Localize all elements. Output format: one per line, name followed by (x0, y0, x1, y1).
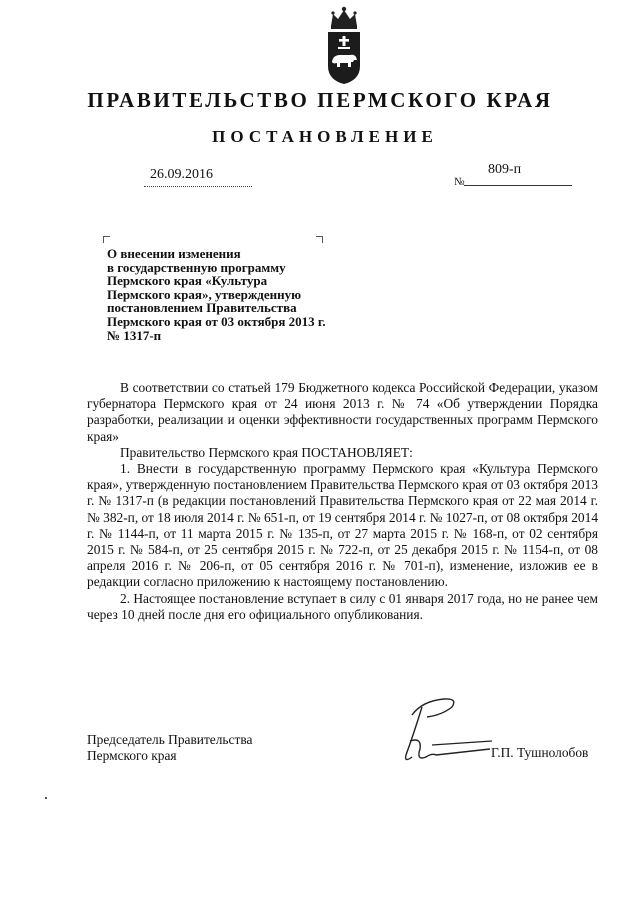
document-type-title: ПОСТАНОВЛЕНИЕ (212, 127, 438, 146)
subject-line: О внесении изменения (107, 246, 241, 261)
subject-line: в государственную программу (107, 259, 286, 275)
subject-line: Пермского края «Культура (107, 273, 268, 289)
subject-line: № 1317-п (107, 327, 162, 343)
subject-line: постановлением Правительства (107, 300, 297, 316)
number-underline (464, 185, 572, 186)
scan-artifact-dot (45, 797, 47, 799)
body-paragraph: В соответствии со статьей 179 Бюджетного кодекса Российской Федерации, указом губернатора Пермского края от 24 июня 2013 г. № 74 «Об утверждении Порядка разработки, реализации и оценки эффективности государственных программ Пермского края» (87, 380, 598, 444)
coat-of-arms-emblem (323, 4, 365, 86)
signer-title-line: Председатель Правительства (87, 732, 253, 747)
body-paragraph: 2. Настоящее постановление вступает в силу с 01 января 2017 года, но не ранее чем через 10 дней после дня его официального опубликования. (87, 590, 598, 622)
subject-corner-right (316, 236, 323, 243)
number-sign: № (454, 176, 465, 188)
handwritten-signature (392, 693, 502, 773)
document-date: 26.09.2016 (150, 167, 213, 182)
body-paragraph: Правительство Пермского края ПОСТАНОВЛЯЕТ: (120, 444, 413, 460)
organization-title: ПРАВИТЕЛЬСТВО ПЕРМСКОГО КРАЯ (87, 88, 553, 112)
subject-line: Пермского края от 03 октября 2013 г. (107, 313, 326, 329)
signer-title-line: Пермского края (87, 748, 177, 763)
subject-corner-left (103, 236, 110, 243)
date-underline (144, 186, 252, 187)
signer-title (87, 732, 252, 764)
subject-block (107, 247, 367, 342)
subject-line: Пермского края», утвержденную (107, 286, 302, 302)
document-body (87, 380, 598, 623)
document-number: 809-п (488, 162, 522, 177)
body-paragraph: 1. Внести в государственную программу Пермского края «Культура Пермского края», утвержденную постановлением Правительства Пермского края от 03 октября 2013 г. № 1317-п (в редакции постановлений Правительства Пермского края от 22 мая 2014 г. № 382-п, от 18 июля 2014 г. № 651-п, от 19 сентября 2014 г. № 1027-п, от 08 октября 2014 г. № 1144-п, от 11 марта 2015 г. № 135-п, от 27 марта 2015 г. № 168-п, от 02 сентября 2015 г. № 584-п, от 25 сентября 2015 г. № 722-п, от 25 декабря 2015 г. № 1154-п, от 08 апреля 2016 г. № 206-п, от 05 сентября 2016 г. № 701-п), изменение, изложив ее в редакции согласно приложению к настоящему постановлению. (87, 461, 599, 590)
signer-name: Г.П. Тушнолобов (491, 745, 589, 760)
